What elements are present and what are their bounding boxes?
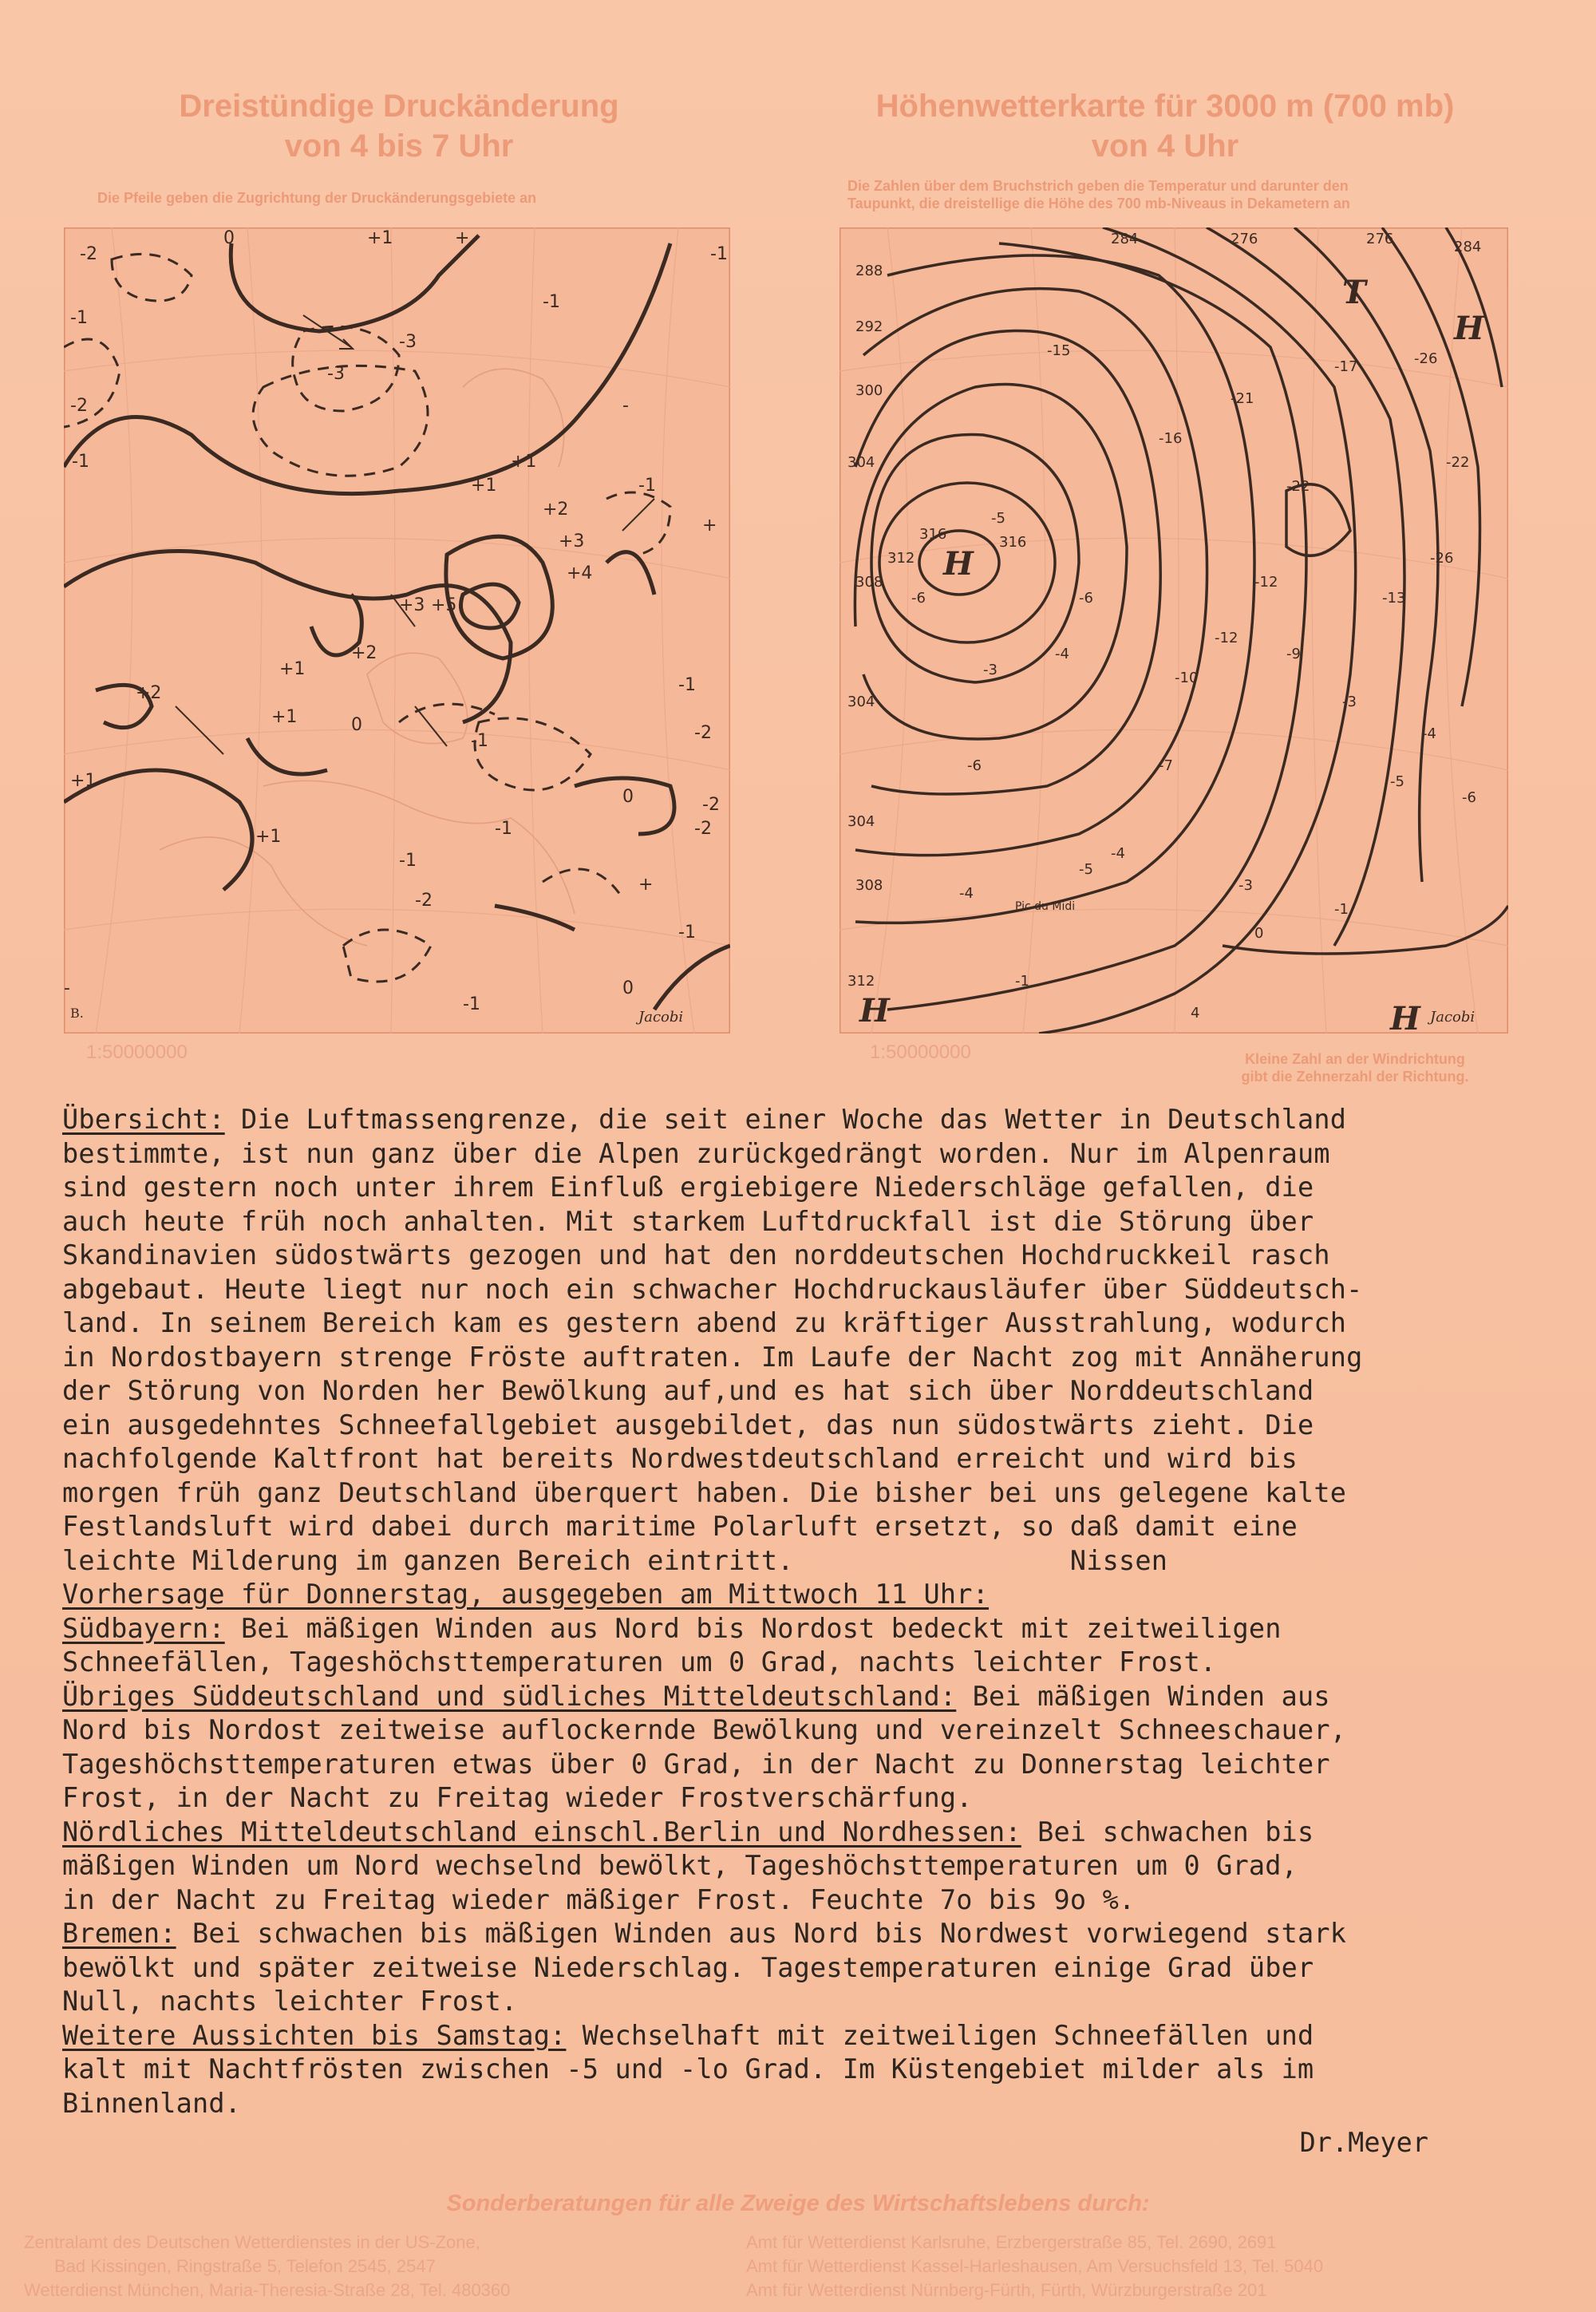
svg-text:-2: -2	[415, 891, 433, 911]
svg-text:+1: +1	[279, 659, 306, 679]
left-map-author: Jacobi	[638, 1009, 684, 1026]
svg-text:-2: -2	[702, 795, 720, 815]
svg-text:0: 0	[1254, 925, 1264, 942]
svg-text:308: 308	[855, 877, 883, 894]
svg-text:-13: -13	[1382, 590, 1406, 607]
svg-text:H: H	[1454, 310, 1484, 347]
footer-right	[746, 2231, 1323, 2302]
upper-map-frame	[839, 227, 1508, 1033]
svg-text:+: +	[702, 516, 717, 536]
footer-right-line: Amt für Wetterdienst Kassel-Harleshausen, Am Versuchsfeld 13, Tel. 5040	[746, 2256, 1324, 2276]
pressure-change-map	[64, 227, 730, 1033]
right-map-scale: 1:50000000	[870, 1041, 971, 1063]
footer-left-line: Bad Kissingen, Ringstraße 5, Telefon 2545, 2547	[54, 2256, 436, 2276]
footer-title: Sonderberatungen für alle Zweige des Wirtschaftslebens durch:	[446, 2191, 1150, 2216]
right-map-note-line1: Die Zahlen über dem Bruchstrich geben die Temperatur und darunter den	[847, 178, 1349, 194]
signature: Dr.Meyer	[1299, 2127, 1428, 2158]
forecast-text	[62, 1103, 1555, 2120]
svg-text:-2: -2	[80, 244, 97, 264]
aussichten-label: Weitere Aussichten bis Samstag:	[62, 2019, 567, 2051]
svg-text:-6: -6	[967, 757, 982, 774]
svg-text:-1: -1	[710, 244, 728, 264]
svg-text:-3: -3	[983, 662, 998, 678]
svg-text:+1: +1	[471, 476, 497, 496]
svg-text:H: H	[859, 992, 890, 1030]
svg-text:0: 0	[351, 715, 362, 735]
svg-text:-1: -1	[72, 452, 89, 472]
svg-text:+1: +1	[271, 707, 298, 727]
uebriges-paragraph	[62, 1680, 1555, 1816]
svg-text:-4: -4	[1111, 845, 1125, 862]
svg-text:312: 312	[847, 973, 875, 990]
svg-text:-4: -4	[1055, 646, 1069, 662]
svg-text:+1: +1	[70, 771, 97, 791]
uebersicht-label: Übersicht:	[62, 1104, 225, 1135]
svg-text:-16: -16	[1159, 430, 1183, 447]
svg-text:-3: -3	[1238, 877, 1253, 894]
right-map-author: Jacobi	[1430, 1009, 1476, 1026]
svg-text:284: 284	[1454, 239, 1482, 255]
svg-text:288: 288	[855, 263, 883, 279]
bremen-body: Bei schwachen bis mäßigen Winden aus Nord bis Nordwest vorwiegend stark bewölkt und später zeitweise Niederschlag. Tagestemperaturen einige Grad über Null, nachts leichter Frost.	[62, 1918, 1347, 2017]
svg-text:284: 284	[1111, 231, 1139, 247]
svg-text:304: 304	[847, 813, 875, 830]
svg-text:+5: +5	[431, 595, 457, 615]
svg-text:-2: -2	[694, 819, 712, 839]
svg-text:-: -	[64, 978, 70, 998]
suedbayern-paragraph	[62, 1612, 1555, 1680]
svg-text:4: 4	[1191, 1005, 1200, 1022]
vorhersage-heading: Vorhersage für Donnerstag, ausgegeben am Mittwoch 11 Uhr:	[62, 1579, 990, 1610]
uebriges-label: Übriges Süddeutschland und südliches Mitteldeutschland:	[62, 1680, 957, 1712]
svg-text:+1: +1	[367, 228, 393, 248]
svg-text:+: +	[455, 228, 470, 248]
svg-text:-1: -1	[678, 923, 696, 943]
svg-text:-15: -15	[1047, 342, 1071, 359]
footer-left-line: Zentralamt des Deutschen Wetterdienstes in der US-Zone,	[24, 2232, 480, 2252]
svg-text:+1: +1	[511, 452, 537, 472]
svg-text:-1: -1	[1015, 973, 1029, 990]
svg-text:-9: -9	[1286, 646, 1301, 662]
aussichten-paragraph	[62, 2019, 1555, 2121]
svg-text:-7: -7	[1159, 757, 1173, 774]
svg-text:-1: -1	[399, 851, 417, 871]
svg-text:-5: -5	[1079, 861, 1093, 878]
right-map-note	[847, 177, 1510, 212]
svg-text:+3: +3	[559, 532, 585, 551]
svg-text:-5: -5	[1390, 773, 1404, 790]
right-map-note-line2: Taupunkt, die dreistellige die Höhe des 700 mb-Niveaus in Dekametern an	[847, 196, 1350, 211]
svg-text:-1: -1	[70, 308, 88, 328]
uebriges-body: Bei mäßigen Winden aus Nord bis Nordost zeitweise auflockernde Bewölkung und vereinzelt Schneeschauer, Tageshöchsttemperaturen etwas über 0 Grad, in der Nacht zu Donnerstag leichter Frost, in der Nacht zu Freitag wieder Frostverschärfung.	[62, 1680, 1347, 1813]
upper-air-map	[839, 227, 1508, 1033]
aussichten-body: Wechselhaft mit zeitweiligen Schneefällen und kalt mit Nachtfrösten zwischen -5 und -lo Grad. Im Küstengebiet milder als im Binnenland.	[62, 2019, 1314, 2119]
right-map-title-line1: Höhenwetterkarte für 3000 m (700 mb)	[875, 89, 1455, 124]
svg-text:-3: -3	[1342, 694, 1357, 710]
left-map-corner-label: B.	[70, 1006, 84, 1021]
svg-text:-1: -1	[463, 994, 480, 1014]
bremen-paragraph	[62, 1917, 1555, 2019]
right-map-title-line2: von 4 Uhr	[1091, 128, 1239, 164]
svg-text:-17: -17	[1334, 358, 1358, 375]
svg-text:+2: +2	[136, 683, 162, 703]
high-center-label: H	[943, 545, 974, 583]
footer-left-line: Wetterdienst München, Maria-Theresia-Straße 28, Tel. 480360	[24, 2280, 511, 2300]
svg-text:304: 304	[847, 694, 875, 710]
svg-text:-10: -10	[1175, 670, 1199, 686]
svg-text:-4: -4	[959, 885, 974, 902]
svg-text:-12: -12	[1215, 630, 1238, 646]
low-center-label: T	[1342, 274, 1366, 311]
svg-text:0: 0	[622, 978, 634, 998]
svg-text:-26: -26	[1414, 350, 1438, 367]
svg-text:-21: -21	[1231, 390, 1254, 407]
svg-text:316: 316	[919, 526, 947, 543]
svg-text:H: H	[1390, 1000, 1420, 1033]
svg-text:+2: +2	[543, 500, 569, 520]
svg-text:-4: -4	[1422, 725, 1436, 742]
svg-text:+1: +1	[255, 827, 282, 847]
svg-text:0: 0	[223, 228, 235, 248]
left-map-title	[120, 86, 678, 166]
svg-text:+4: +4	[567, 563, 593, 583]
left-map-title-line2: von 4 bis 7 Uhr	[284, 128, 514, 164]
svg-text:+: +	[638, 875, 654, 895]
svg-text:-22: -22	[1446, 454, 1470, 471]
svg-text:-2: -2	[694, 723, 712, 743]
svg-text:-1: -1	[638, 476, 656, 496]
upper-air-map-svg	[839, 227, 1508, 1033]
noerdliches-paragraph	[62, 1816, 1555, 1918]
footer-left	[24, 2231, 510, 2302]
footer-right-line: Amt für Wetterdienst Nürnberg-Fürth, Fürth, Würzburgerstraße 201	[746, 2280, 1267, 2300]
footer-right-line: Amt für Wetterdienst Karlsruhe, Erzbergerstraße 85, Tel. 2690, 2691	[746, 2232, 1277, 2252]
svg-text:-6: -6	[1462, 789, 1476, 806]
left-map-scale: 1:50000000	[86, 1041, 188, 1063]
svg-text:300: 300	[855, 382, 883, 399]
svg-text:-6: -6	[1079, 590, 1093, 607]
bremen-label: Bremen:	[62, 1918, 176, 1949]
svg-text:0: 0	[622, 787, 634, 807]
svg-text:312: 312	[887, 550, 915, 567]
svg-text:-: -	[622, 396, 629, 416]
uebersicht-paragraph	[62, 1103, 1555, 1578]
svg-text:-22: -22	[1286, 478, 1310, 495]
left-map-note: Die Pfeile geben die Zugrichtung der Druckänderungsgebiete an	[97, 190, 537, 206]
noerdliches-body: Bei schwachen bis mäßigen Winden um Nord wechselnd bewölkt, Tageshöchsttemperaturen um 0 Grad, in der Nacht zu Freitag wieder mäßiger Frost. Feuchte 7o bis 9o %.	[62, 1816, 1314, 1915]
svg-text:-3: -3	[399, 332, 417, 352]
right-map-title	[846, 86, 1484, 166]
svg-text:-2: -2	[70, 396, 88, 416]
svg-text:276: 276	[1366, 231, 1394, 247]
svg-text:-1: -1	[678, 675, 696, 695]
suedbayern-label: Südbayern:	[62, 1612, 225, 1644]
svg-text:292: 292	[855, 318, 883, 335]
uebersicht-body: Die Luftmassengrenze, die seit einer Woche das Wetter in Deutschland bestimmte, ist nun ganz über die Alpen zurückgedrängt worden. Nur im Alpenraum sind gestern noch unter ihrem Einfluß ergiebigere Niederschläge gefallen, die auch heute früh noch anhalten. Mit starkem Luftdruckfall ist die Störung über Skandinavien südostwärts gezogen und hat den norddeutschen Hochdruckkeil rasch abgebaut. Heute liegt nur noch ein schwacher Hochdruckausläufer über Süddeutsch- land. In seinem Bereich kam es gestern abend zu kräftiger Ausstrahlung, wodurch in Nordostbayern strenge Fröste auftraten. Im Laufe der Nacht zog mit Annäherung der Störung von Norden her Bewölkung auf,und es hat sich über Norddeutschland ein ausgedehntes Schneefallgebiet ausgebildet, das nun südostwärts zieht. Die nachfolgende Kaltfront hat bereits Nordwestdeutschland erreicht und wird bis morgen früh ganz Deutschland überquert haben. Die bisher bei uns gelegene kalte Festlandsluft wird dabei durch maritime Polarluft ersetzt, so daß damit eine leichte Milderung im ganzen Bereich eintritt. Nissen	[62, 1104, 1363, 1576]
svg-text:-1: -1	[495, 819, 512, 839]
svg-text:-1: -1	[543, 292, 560, 312]
wind-note	[1195, 1050, 1515, 1085]
wind-note-line2: gibt die Zehnerzahl der Richtung.	[1241, 1069, 1469, 1085]
map-frame	[64, 227, 730, 1033]
suedbayern-body: Bei mäßigen Winden aus Nord bis Nordost bedeckt mit zeitweiligen Schneefällen, Tageshöchsttemperaturen um 0 Grad, nachts leichter Frost.	[62, 1612, 1282, 1678]
svg-text:-6: -6	[911, 590, 926, 607]
svg-text:-1: -1	[471, 731, 488, 751]
svg-text:+3: +3	[399, 595, 425, 615]
wind-note-line1: Kleine Zahl an der Windrichtung	[1245, 1051, 1465, 1067]
left-map-title-line1: Dreistündige Druckänderung	[179, 89, 619, 124]
svg-text:-1: -1	[1334, 901, 1349, 918]
pic-du-midi-label: Pic du Midi	[1015, 900, 1076, 913]
svg-text:-3: -3	[327, 364, 345, 384]
pressure-change-map-svg	[64, 227, 730, 1033]
svg-text:-12: -12	[1254, 574, 1278, 591]
svg-text:-5: -5	[991, 510, 1005, 527]
svg-text:308: 308	[855, 574, 883, 591]
svg-text:-26: -26	[1430, 550, 1454, 567]
svg-text:316: 316	[999, 534, 1027, 551]
svg-text:276: 276	[1231, 231, 1258, 247]
svg-text:+2: +2	[351, 643, 377, 663]
vorhersage-paragraph	[62, 1578, 1555, 1612]
svg-text:304: 304	[847, 454, 875, 471]
noerdliches-label: Nördliches Mitteldeutschland einschl.Berlin und Nordhessen:	[62, 1816, 1021, 1848]
